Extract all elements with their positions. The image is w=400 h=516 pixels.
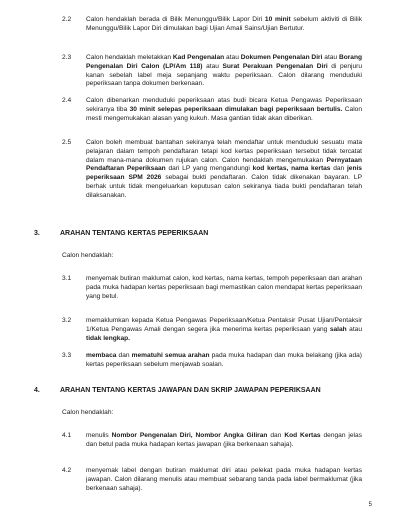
clause-text: menulis Nombor Pengenalan Diri, Nombor Angka Giliran dan Kod Kertas dengan jelas dan betul pada muka hadapan kertas jawapan (jika berkenaan sahaja). [86, 432, 362, 448]
clause-text: menyemak label dengan butiran maklumat diri atau pelekat pada muka hadapan kertas jawapan. Calon dilarang menulis atau membuat sebarang tanda pada label bermaklumat (jika berkenaan sahaja). [86, 467, 362, 492]
clause-number: 4.1 [62, 432, 72, 439]
clause-text: membaca dan mematuhi semua arahan pada muka hadapan dan muka belakang (jika ada) kertas peperiksaan sebelum menjawab soalan. [86, 352, 363, 368]
page-number: 5 [368, 502, 372, 508]
clause-text: menyemak butiran maklumat calon, kod kertas, nama kertas, tempoh peperiksaan dan arahan pada muka hadapan kertas peperiksaan bagi memastikan calon mendapat kertas peperiksaan yang betul. [86, 275, 362, 300]
clause-text: memaklumkan kepada Ketua Pengawas Peperiksaan/Ketua Pentaksir Pusat Ujian/Pentaksir 1/Ketua Pengawas Amali dengan segera jika menerima kertas peperiksaan yang salah atau tidak lengkap. [86, 317, 362, 342]
section-intro: Calon hendaklah: [62, 409, 114, 416]
section-title: ARAHAN TENTANG KERTAS JAWAPAN DAN SKRIP JAWAPAN PEPERIKSAAN [60, 387, 321, 394]
clause-number: 3.2 [62, 317, 72, 324]
section-heading-4 [34, 387, 374, 397]
section-heading-3 [34, 230, 364, 240]
clause-number: 2.3 [62, 54, 72, 61]
clause-text: Calon hendaklah meletakkan Kad Pengenalan atau Dokumen Pengenalan Diri atau Borang Pengenalan Diri Calon (LP/Am 118) atau Surat Perakuan Pengenalan Diri di penjuru kanan sebelah label meja sepanjang waktu peperiksaan. Calon dilarang menduduki peperiksaan tanpa dokumen berkenaan. [86, 54, 363, 88]
section-intro: Calon hendaklah: [62, 252, 114, 259]
clause-text: Calon hendaklah berada di Bilik Menunggu/Bilik Lapor Diri 10 minit sebelum aktiviti di Bilik Menunggu/Bilik Lapor Diri dimulakan bagi Ujian Amali Sains/Ujian Bertutur. [86, 16, 362, 32]
clause-number: 4.2 [62, 467, 72, 474]
clause-number: 2.5 [62, 139, 72, 146]
clause-text: Calon boleh membuat bantahan sekiranya telah mendaftar untuk menduduki sesuatu mata pelajaran dalam tempoh pendaftaran tetapi kod kertas peperiksaan tersebut tidak tercatat dalam mana-mana dokumen rujukan calon. Calon hendaklah mengemukakan Pernyataan Pendaftaran Peperiksaan dari LP yang mengandungi kod kertas, nama kertas dan jenis peperiksaan SPM 2026 sebagai bukti pendaftaran. Calon tidak dikenakan bayaran. LP berhak untuk tidak mengeluarkan keputusan calon sekiranya tiada bukti pendaftaran telah dilaksanakan. [86, 139, 362, 199]
clause-text: Calon dibenarkan menduduki peperiksaan atas budi bicara Ketua Pengawas Peperiksaan sekiranya tiba 30 minit selepas peperiksaan dimulakan bagi peperiksaan bertulis. Calon mesti mengemukakan alasan yang kukuh. Masa gantian tidak akan diberikan. [86, 97, 363, 122]
clause-number: 3.1 [62, 275, 72, 282]
section-number: 4. [34, 387, 40, 394]
clause-number: 3.3 [62, 352, 72, 359]
clause-number: 2.4 [62, 97, 72, 104]
clause-number: 2.2 [62, 16, 72, 23]
section-number: 3. [34, 230, 40, 237]
section-title: ARAHAN TENTANG KERTAS PEPERIKSAAN [60, 230, 209, 237]
